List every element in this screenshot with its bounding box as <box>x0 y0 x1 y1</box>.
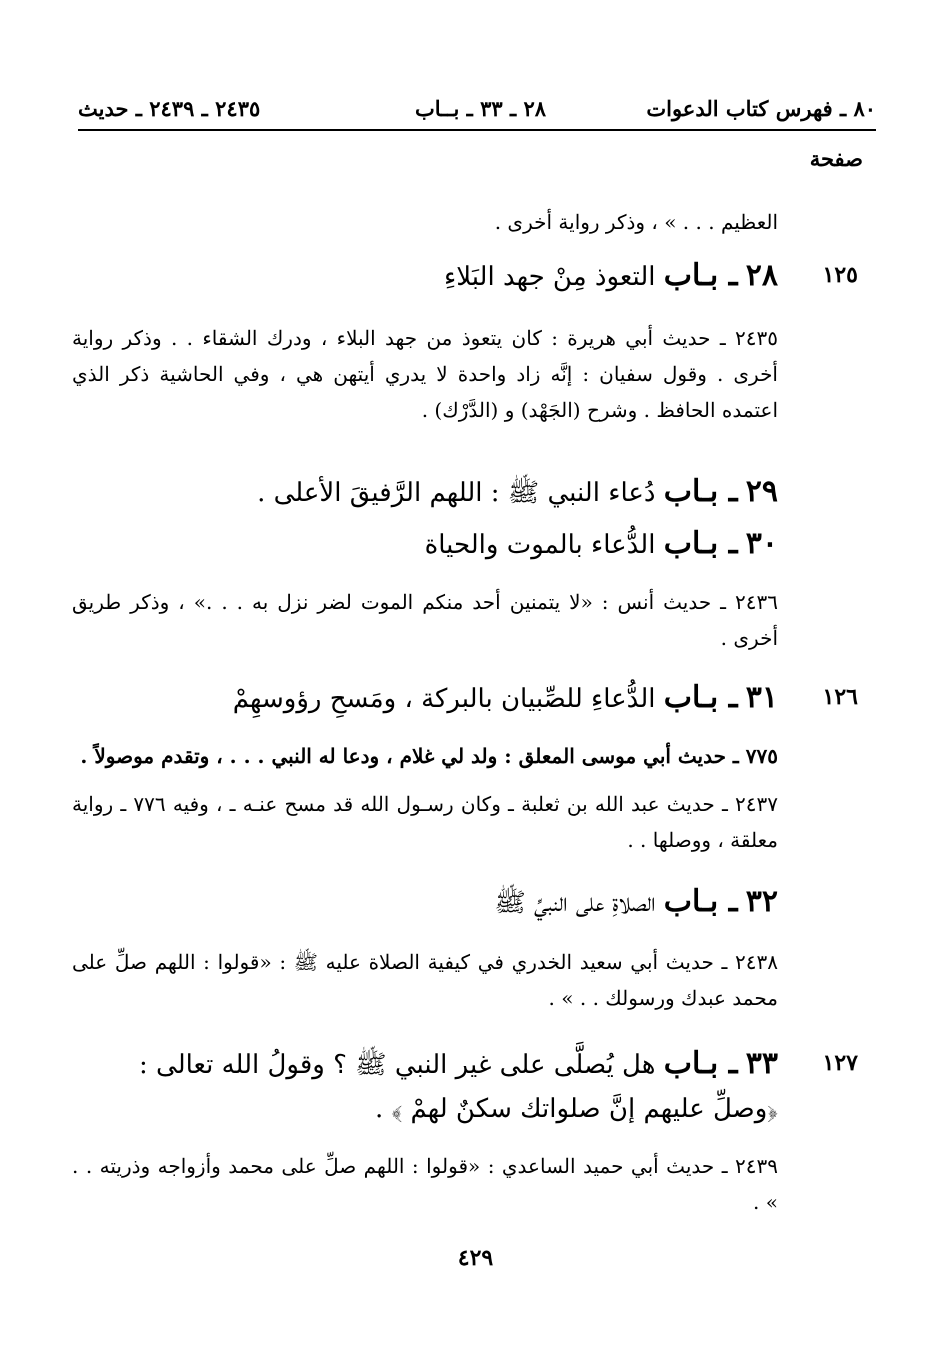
bab-title: التعوذ مِنْ جهد البَلاءِ <box>443 262 656 292</box>
page-ref-125: ١٢٥ <box>822 262 858 288</box>
header-bab-range: ٢٨ ـ ٣٣ ـ بــاب <box>415 96 546 121</box>
page-ref-127: ١٢٧ <box>822 1050 858 1076</box>
page-number: ٤٢٩ <box>457 1245 494 1271</box>
bab-28-heading <box>72 254 778 299</box>
bab-word: ـ بـاب <box>663 258 738 293</box>
hadith-2435: ٢٤٣٥ ـ حديث أبي هريرة : كان يتعوذ من جهد البلاء ، ودرك الشقاء . . وذكر رواية أخرى . وقول سفيان : إنَّه زاد واحدة لا يدري أيتهن هي ، وفي الحاشية ذكر الذي اعتمده الحافظ . وشرح (الجَهْد) و (الدَّرْك) . <box>72 326 778 422</box>
bab-32-heading <box>72 880 778 925</box>
header-rule <box>78 129 876 131</box>
hadith-775: ٧٧٥ ـ حديث أبي موسى المعلق : ولد لي غلام ، ودعا له النبي . . . ، وتقدم موصولاً . <box>80 744 778 768</box>
bab-title: هل يُصلَّى على غير النبي ﷺ ؟ وقولُ الله تعالى : ﴿وصلِّ عليهم إنَّ صلواتك سكنٌ لهمْ ﴾ . <box>139 1050 778 1124</box>
bab-number: ٣٣ <box>745 1046 778 1081</box>
header-hadith-range: ٢٤٣٥ ـ ٢٤٣٩ ـ حديث <box>78 96 261 121</box>
bab-29-heading <box>72 470 778 515</box>
bab-word: ـ بـاب <box>663 474 738 509</box>
bab-number: ٢٨ <box>745 258 778 293</box>
header-chapter-title: ٨٠ ـ فهرس كتاب الدعوات <box>646 96 876 121</box>
bab-word: ـ بـاب <box>663 680 738 715</box>
hadith-2437: ٢٤٣٧ ـ حديث عبد الله بن ثعلبة ـ وكان رسـول الله قد مسح عنـه ـ ، وفيه ٧٧٦ ـ رواية معلقة ، ووصلها . . <box>72 792 778 852</box>
bab-title: الصلاةِ على النبيِّ ﷺ <box>494 888 656 918</box>
bab-word: ـ بـاب <box>663 1046 738 1081</box>
bab-title: الدُّعاءِ للصِّبيان بالبركة ، ومَسحِ رؤوسهِمْ <box>232 684 656 714</box>
page-column-label: صفحة <box>809 146 863 171</box>
bab-33-heading <box>72 1042 778 1131</box>
bab-number: ٣١ <box>745 680 778 715</box>
bab-title: دُعاء النبي ﷺ : اللهم الرَّفيقَ الأعلى . <box>257 478 656 508</box>
running-header <box>78 92 876 126</box>
bab-word: ـ بـاب <box>663 884 738 919</box>
bab-number: ٣٢ <box>745 884 778 919</box>
bab-30-heading <box>72 522 778 567</box>
hadith-2438: ٢٤٣٨ ـ حديث أبي سعيد الخدري في كيفية الصلاة عليه ﷺ : «قولوا : اللهم صلِّ على محمد عبدك ورسولك . . » . <box>72 950 778 1010</box>
bab-number: ٢٩ <box>745 474 778 509</box>
bab-title: الدُّعاء بالموت والحياة <box>424 530 656 560</box>
page-ref-126: ١٢٦ <box>822 684 858 710</box>
hadith-2436: ٢٤٣٦ ـ حديث أنس : «لا يتمنين أحد منكم الموت لضر نزل به . . .» ، وذكر طريق أخرى . <box>72 590 778 650</box>
bab-number: ٣٠ <box>745 526 778 561</box>
intro-text: العظيم . . . » ، وذكر رواية أخرى . <box>494 210 778 234</box>
hadith-2439: ٢٤٣٩ ـ حديث أبي حميد الساعدي : «قولوا : اللهم صلِّ على محمد وأزواجه وذريته . . » . <box>72 1154 778 1214</box>
bab-31-heading <box>72 676 778 721</box>
bab-word: ـ بـاب <box>663 526 738 561</box>
